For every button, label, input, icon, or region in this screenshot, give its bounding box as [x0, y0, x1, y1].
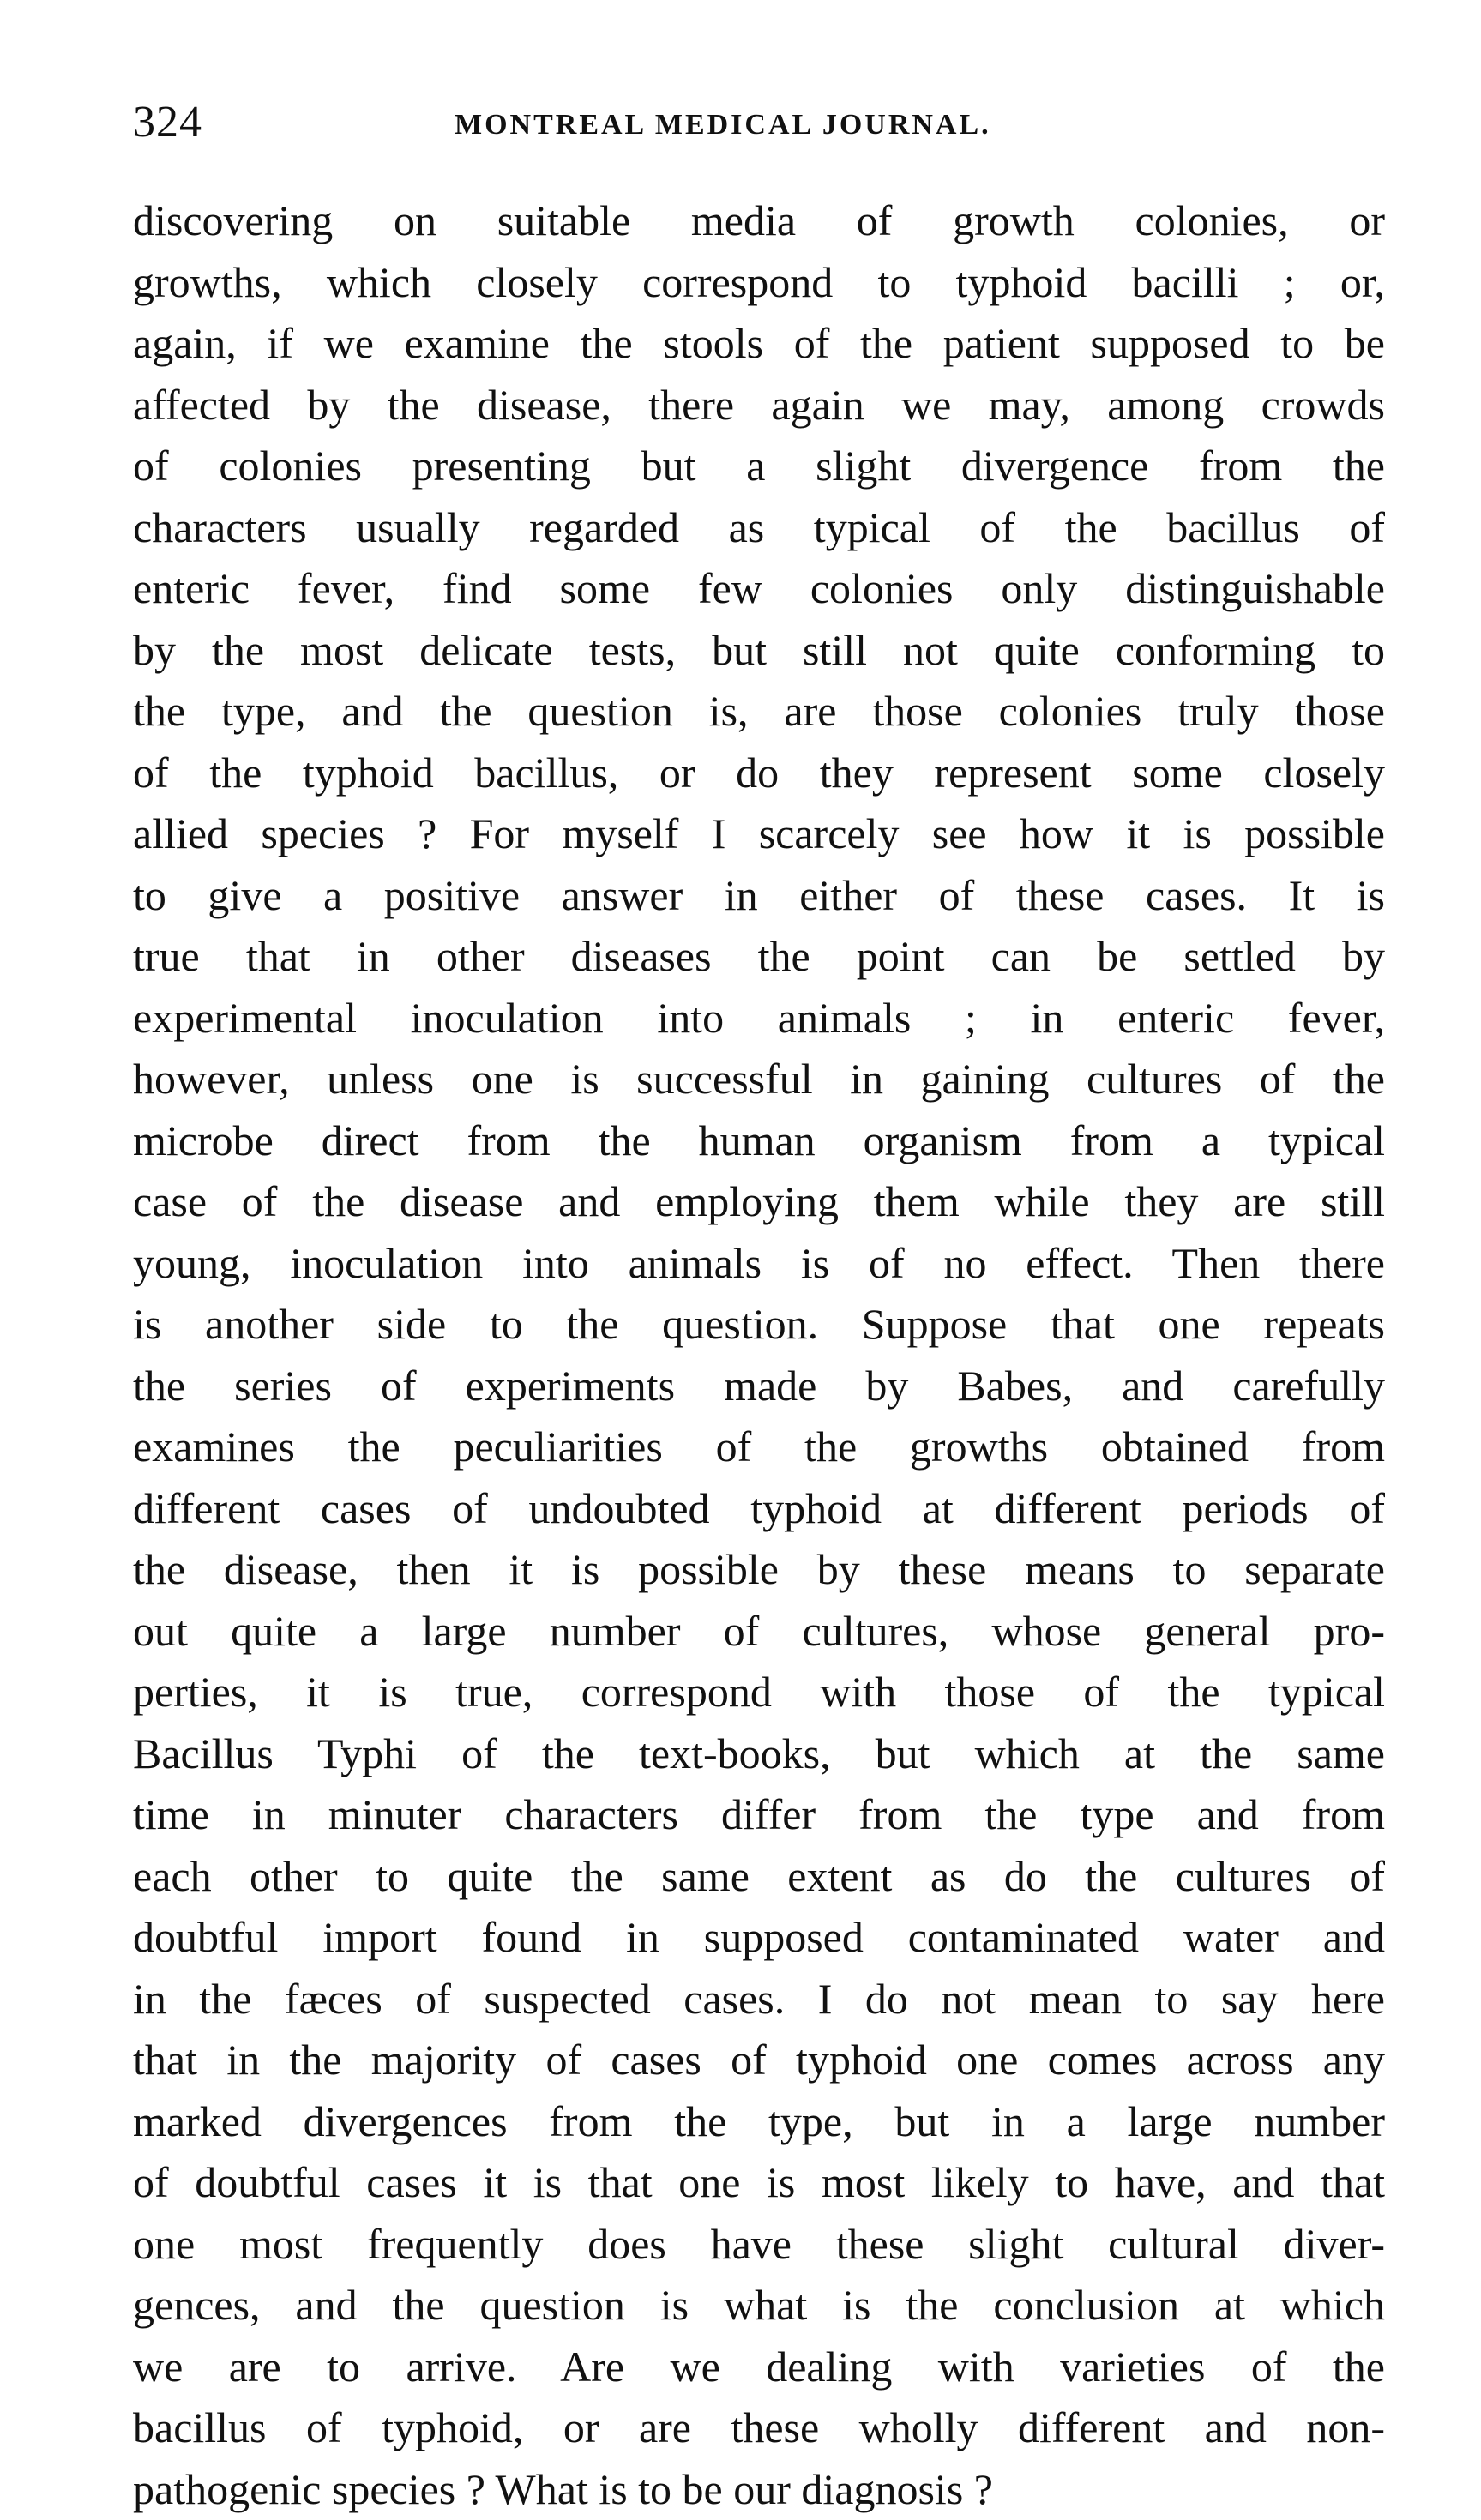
text-line: characters usually regarded as typical of the bacillus of	[133, 497, 1385, 559]
text-line: each other to quite the same extent as do the cultures of	[133, 1846, 1385, 1908]
text-line: different cases of undoubted typhoid at different periods of	[133, 1478, 1385, 1540]
text-line: Bacillus Typhi of the text-books, but which at the same	[133, 1723, 1385, 1785]
text-line: perties, it is true, correspond with those of the typical	[133, 1662, 1385, 1723]
text-line: doubtful import found in supposed contaminated water and	[133, 1907, 1385, 1969]
text-line: affected by the disease, there again we may, among crowds	[133, 375, 1385, 436]
text-line: discovering on suitable media of growth colonies, or	[133, 190, 1385, 252]
text-line: of doubtful cases it is that one is most likely to have, and that	[133, 2152, 1385, 2214]
text-line: time in minuter characters differ from the type and from	[133, 1784, 1385, 1846]
body-paragraph	[133, 190, 1385, 2520]
text-line: microbe direct from the human organism from a typical	[133, 1110, 1385, 1172]
text-line: case of the disease and employing them while they are still	[133, 1171, 1385, 1233]
text-line: gences, and the question is what is the conclusion at which	[133, 2275, 1385, 2337]
text-line: examines the peculiarities of the growths obtained from	[133, 1416, 1385, 1478]
running-head	[133, 93, 1385, 153]
journal-title: MONTREAL MEDICAL JOURNAL.	[455, 99, 991, 151]
text-line: however, unless one is successful in gaining cultures of the	[133, 1049, 1385, 1110]
text-line: of the typhoid bacillus, or do they represent some closely	[133, 743, 1385, 804]
text-line: in the fæces of suspected cases. I do not mean to say here	[133, 1969, 1385, 2030]
text-line: the type, and the question is, are those colonies truly those	[133, 681, 1385, 743]
text-line: to give a positive answer in either of these cases. It is	[133, 865, 1385, 927]
text-line: out quite a large number of cultures, whose general pro-	[133, 1601, 1385, 1663]
text-line: the disease, then it is possible by these means to separate	[133, 1539, 1385, 1601]
text-line: by the most delicate tests, but still not quite conforming to	[133, 620, 1385, 682]
text-line: experimental inoculation into animals ; in enteric fever,	[133, 988, 1385, 1049]
text-line: pathogenic species ? What is to be our diagnosis ?	[133, 2459, 1385, 2520]
text-line: is another side to the question. Suppose that one repeats	[133, 1294, 1385, 1356]
text-line: of colonies presenting but a slight divergence from the	[133, 436, 1385, 497]
text-line: growths, which closely correspond to typhoid bacilli ; or,	[133, 252, 1385, 314]
text-line: true that in other diseases the point can be settled by	[133, 926, 1385, 988]
text-line: we are to arrive. Are we dealing with varieties of the	[133, 2337, 1385, 2398]
page-number: 324	[133, 93, 202, 153]
text-line: enteric fever, find some few colonies only distinguishable	[133, 558, 1385, 620]
text-line: marked divergences from the type, but in a large number	[133, 2091, 1385, 2153]
text-line: that in the majority of cases of typhoid one comes across any	[133, 2030, 1385, 2091]
text-line: allied species ? For myself I scarcely see how it is possible	[133, 803, 1385, 865]
text-line: young, inoculation into animals is of no effect. Then there	[133, 1233, 1385, 1295]
text-line: one most frequently does have these slight cultural diver-	[133, 2214, 1385, 2276]
text-line: bacillus of typhoid, or are these wholly different and non-	[133, 2397, 1385, 2459]
text-line: the series of experiments made by Babes, and carefully	[133, 1356, 1385, 1417]
text-line: again, if we examine the stools of the patient supposed to be	[133, 313, 1385, 375]
